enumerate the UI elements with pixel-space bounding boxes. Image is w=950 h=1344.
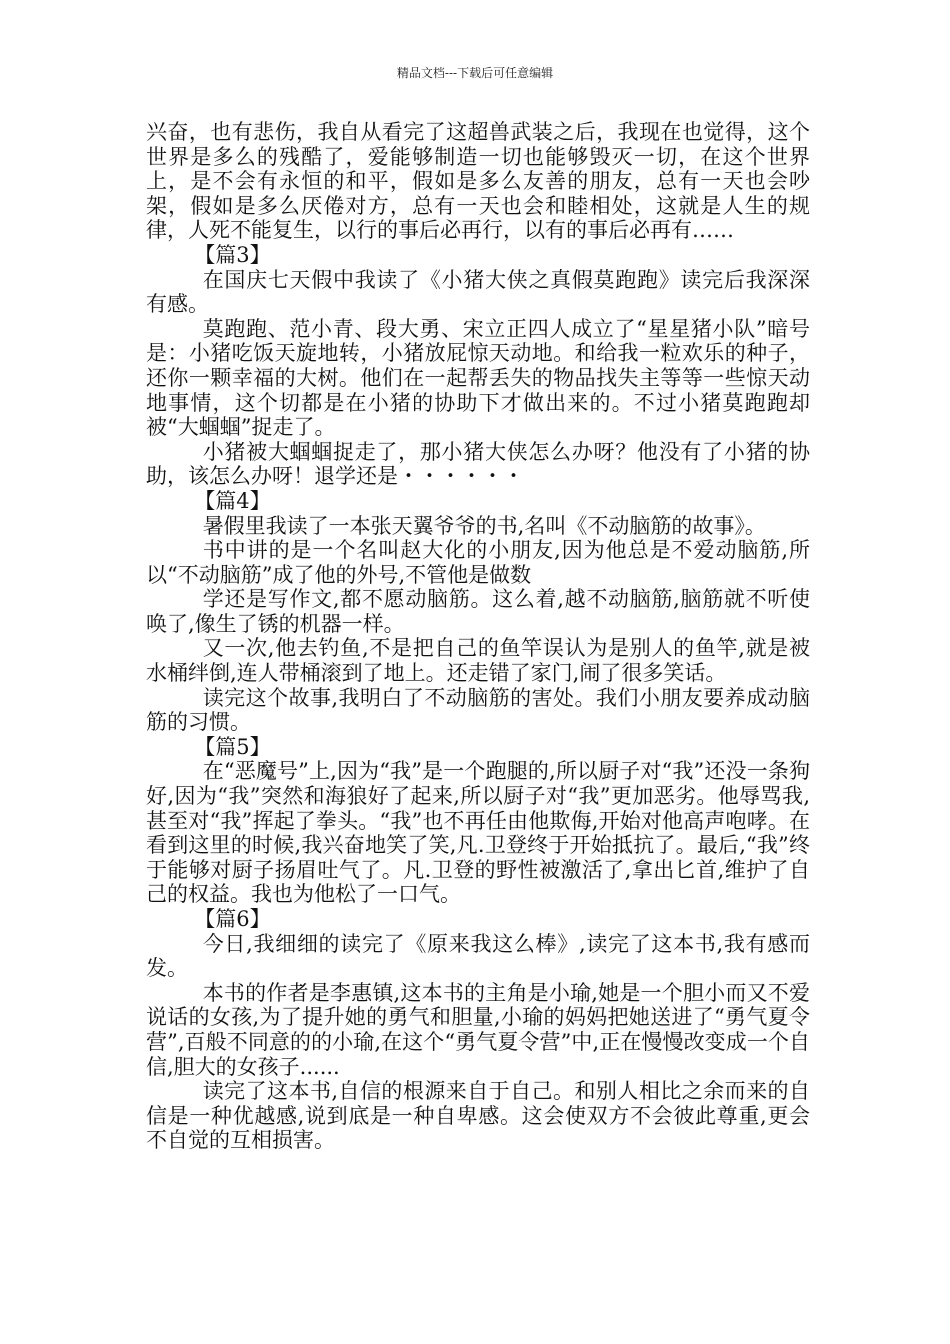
- paragraph: 读完这个故事,我明白了不动脑筋的害处。我们小朋友要养成动脑筋的习惯。: [146, 685, 810, 735]
- document-body: [146, 120, 810, 1153]
- paragraph: 小猪被大蝈蝈捉走了，那小猪大侠怎么办呀？他没有了小猪的协助，该怎么办呀！退学还是・・・・・・: [146, 439, 810, 489]
- paragraph: 本书的作者是李惠镇,这本书的主角是小瑜,她是一个胆小而又不爱说话的女孩,为了提升她的勇气和胆量,小瑜的妈妈把她送进了“勇气夏令营”,百般不同意的的小瑜,在这个“勇气夏令营”中,正在慢慢改变成一个自信,胆大的女孩子......: [146, 980, 810, 1079]
- section-heading-3: 【篇3】: [194, 242, 271, 267]
- paragraph: 在国庆七天假中我读了《小猪大侠之真假莫跑跑》读完后我深深有感。: [146, 267, 810, 317]
- paragraph: 书中讲的是一个名叫赵大化的小朋友,因为他总是不爱动脑筋,所以“不动脑筋”成了他的外号,不管他是做数: [146, 538, 810, 587]
- paragraph: 读完了这本书,自信的根源来自于自己。和别人相比之余而来的自信是一种优越感,说到底是一种自卑感。这会使双方不会彼此尊重,更会不自觉的互相损害。: [146, 1079, 810, 1153]
- section-heading-6: 【篇6】: [194, 907, 271, 931]
- paragraph: 莫跑跑、范小青、段大勇、宋立正四人成立了“星星猪小队”暗号是：小猪吃饭天旋地转，小猪放屁惊天动地。和给我一粒欢乐的种子，还你一颗幸福的大树。他们在一起帮丢失的物品找失主等等一些惊天动地事情，这个切都是在小猪的协助下才做出来的。不过小猪莫跑跑却被“大蝈蝈”捉走了。: [146, 316, 810, 440]
- section-heading-5: 【篇5】: [194, 734, 271, 759]
- paragraph: 今日,我细细的读完了《原来我这么棒》,读完了这本书,我有感而发。: [146, 931, 810, 981]
- paragraph: 又一次,他去钓鱼,不是把自己的鱼竿误认为是别人的鱼竿,就是被水桶绊倒,连人带桶滚到了地上。还走错了家门,闹了很多笑话。: [146, 636, 810, 686]
- section-heading-4: 【篇4】: [194, 488, 271, 513]
- paragraph: 暑假里我读了一本张天翼爷爷的书,名叫《不动脑筋的故事》。: [202, 513, 766, 538]
- paragraph: 学还是写作文,都不愿动脑筋。这么着,越不动脑筋,脑筋就不听使唤了,像生了锈的机器一样。: [146, 587, 810, 636]
- paragraph-continuation: 兴奋，也有悲伤，我自从看完了这超兽武装之后，我现在也觉得，这个世界是多么的残酷了，爱能够制造一切也能够毁灭一切，在这个世界上，是不会有永恒的和平，假如是多么友善的朋友，总有一天也会吵架，假如是多么厌倦对方，总有一天也会和睦相处，这就是人生的规律，人死不能复生，以行的事后必再行，以有的事后必再有……: [146, 120, 810, 243]
- paragraph: 在“恶魔号”上,因为“我”是一个跑腿的,所以厨子对“我”还没一条狗好,因为“我”突然和海狼好了起来,所以厨子对“我”更加恶劣。他辱骂我,甚至对“我”挥起了拳头。“我”也不再任由他欺侮,开始对他高声咆哮。在看到这里的时候,我兴奋地笑了笑,凡.卫登终于开始抵抗了。最后,“我”终于能够对厨子扬眉吐气了。凡.卫登的野性被激活了,拿出匕首,维护了自己的权益。我也为他松了一口气。: [146, 759, 810, 907]
- page-header: 精品文档---下载后可任意编辑: [396, 66, 554, 80]
